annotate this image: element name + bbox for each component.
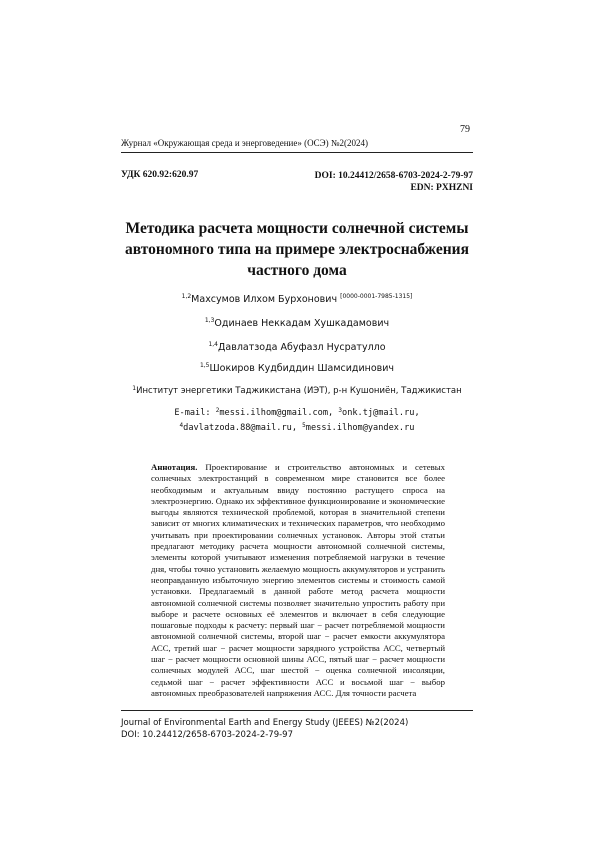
author-4-name: Шокиров Кудбиддин Шамсидинович [209,363,395,374]
abstract [151,462,445,699]
udk-code: УДК 620.92:620.97 [121,170,199,180]
footer-doi: DOI: 10.24412/2658-6703-2024-2-79-97 [121,730,294,740]
author-2 [121,317,473,329]
author-4 [121,362,473,374]
page-footer [121,710,473,741]
author-3 [121,341,473,353]
author-1 [121,293,473,305]
author-3-name: Давлатзода Абуфазл Нусратулло [217,342,386,353]
author-3-sup: 1,4 [208,341,218,348]
page-number: 79 [460,124,470,135]
email-2-sup: 2 [215,407,220,414]
email-4[interactable]: davlatzoda.88@mail.ru [183,422,292,433]
author-2-name: Одинаев Неккадам Хушкадамович [214,318,390,329]
abstract-label: Аннотация. [151,462,198,472]
edn-text: EDN: PXHZNI [410,183,473,193]
doi-text: DOI: 10.24412/2658-6703-2024-2-79-97 [314,171,473,181]
email-3[interactable]: onk.tj@mail.ru [342,408,415,418]
author-1-name: Махсумов Илхом Бурхонович [191,294,338,305]
abstract-text: Проектирование и строительство автономных и сетевых солнечных электростанций в современном мире становится все более необходимым и актуальным ввиду постоянно растущего спроса на электроэнергию. Однако их эффективное функционирование и экономические выгоды являются технической проблемой, которая в значительной степени зависит от многих климатических и технических параметров, что необходимо учитывать при проектировании солнечных установок. Авторы этой статьи предлагают методику расчета мощности автономной солнечной системы, элементы которой учитывают изменения потребляемой нагрузки в течение дня, чтобы точно установить желаемую мощность аккумуляторов и устранить неоправданную избыточную энергию элементов системы и стоимость самой установки. Предлагаемый в данной работе метод расчета мощности автономной солнечной системы позволяет значительно упростить работу при выборе и расчете основных её элементов и включает в себя следующие пошаговые подходы к расчету: первый шаг − расчет потребляемой мощности автономной солнечной системы, второй шаг − расчет емкости аккумулятора АСС, третий шаг − расчет мощности зарядного устройства АСС, четвертый шаг − расчет мощности основной шины АСС, пятый шаг − расчет мощности солнечных модулей АСС, шаг шестой − оценка солнечной инсоляции, седьмой шаг − расчет эффективности АСС и восьмой шаг − выбор автономных преобразователей напряжения АСС. Для точности расчета [151,462,445,698]
email-label: E-mail: [174,408,216,418]
emails-line-1: E-mail: $^2$messi.ilhom@gmail.com, $^3$onk.tj@mail.ru, [174,407,420,418]
doi-block [315,170,473,194]
author-2-sup: 1,3 [204,317,215,324]
email-3-sup: 3 [338,407,343,414]
footer-journal: Journal of Environmental Earth and Energy Study (JEEES) №2(2024) [121,718,409,728]
email-4-sup: 4 [179,421,184,429]
email-5[interactable]: messi.ilhom@yandex.ru [305,422,415,433]
affiliation-sup: 1 [132,385,137,392]
affiliation-text: Институт энергетики Таджикистана (ИЭТ), р-н Кушониён, Таджикистан [136,386,462,396]
email-5-sup: 5 [302,421,306,429]
journal-header: Журнал «Окружающая среда и энерговедение» (ОСЭ) №2(2024) [121,138,473,153]
affiliation [121,385,473,396]
author-1-orcid: [0000-0001-7985-1315] [340,293,413,300]
emails-line-2: $^4$davlatzoda.88@mail.ru, $^5$messi.ilhom@yandex.ru [179,421,415,433]
email-2[interactable]: messi.ilhom@gmail.com [219,408,329,418]
author-1-sup: 1,2 [181,293,192,300]
emails-block [121,405,473,434]
article-title: Методика расчета мощности солнечной системы автономного типа на примере электроснабжения частного дома [125,220,469,279]
author-4-sup: 1,5 [199,362,210,369]
